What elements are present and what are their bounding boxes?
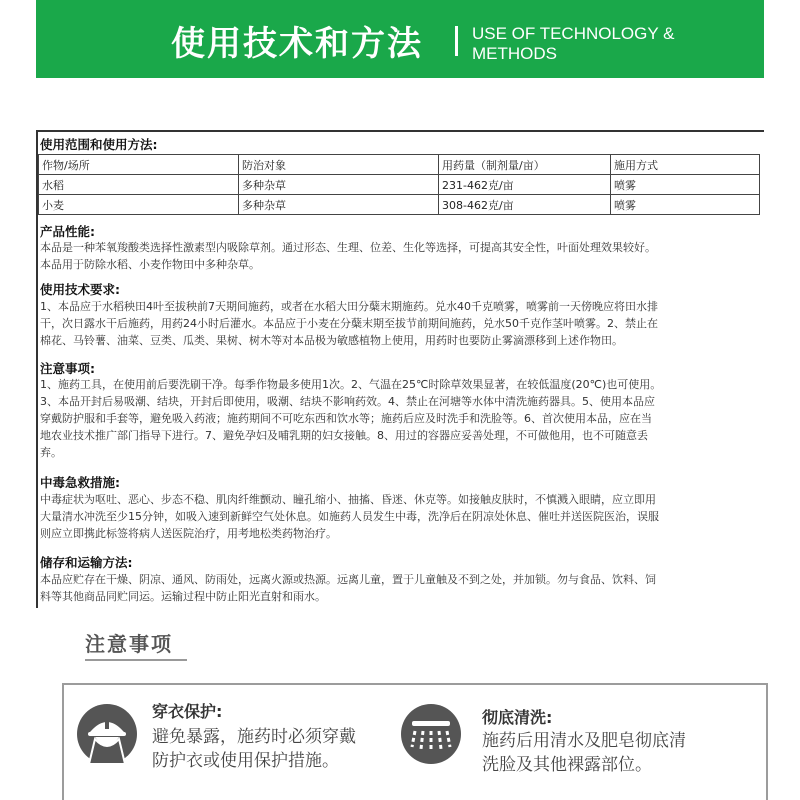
table-cell: 多种杂草	[239, 195, 439, 215]
performance-text	[40, 239, 760, 273]
first-aid-heading: 中毒急救措施:	[40, 475, 120, 490]
title-divider	[455, 26, 458, 56]
table-cell: 喷雾	[611, 195, 760, 215]
text-line: 避免暴露，施药时必须穿戴	[152, 727, 356, 747]
table-cell: 小麦	[39, 195, 239, 215]
text-line: 施药后用清水及肥皂彻底清	[482, 731, 686, 751]
subtitle-line-1: USE OF TECHNOLOGY &	[472, 24, 675, 43]
usage-table-header	[39, 155, 760, 175]
precautions-heading: 注意事项:	[40, 361, 95, 376]
text-line: 料等其他商品同贮同运。运输过程中防止阳光直射和雨水。	[40, 590, 326, 603]
notice-item-text	[152, 725, 356, 773]
text-line: 防护衣或使用保护措施。	[152, 751, 339, 771]
text-line: 大量清水冲洗至少15分钟，如吸入速到新鲜空气处休息。如施药人员发生中毒，洗净后在阴凉处休息、催吐并送医院医治，误服	[40, 510, 659, 523]
storage-text	[40, 571, 760, 605]
text-line: 穿戴防护服和手套等，避免吸入药液；施药期间不可吃东西和饮水等；施药后应及时洗手和洗脸等。6、首次使用本品，应在当	[40, 412, 652, 425]
first-aid-text	[40, 491, 760, 542]
column-header: 用药量（制剂量/亩）	[439, 155, 611, 175]
usage-table	[38, 154, 760, 215]
text-line: 1、本品应于水稻秧田4叶至拔秧前7天期间施药，或者在水稻大田分蘖末期施药。兑水40千克喷雾，喷雾前一天傍晚应将田水排	[40, 300, 658, 313]
table-cell: 308-462克/亩	[439, 195, 611, 215]
text-line: 3、本品开封后易吸潮、结块，开封后即使用，吸潮、结块不影响药效。4、禁止在河塘等水体中清洗施药器具。5、使用本品应	[40, 395, 655, 408]
performance-heading: 产品性能:	[40, 224, 95, 239]
notice-underline	[85, 659, 187, 661]
notice-item-text	[482, 729, 686, 777]
notice-item-title: 穿衣保护:	[152, 702, 223, 721]
text-line: 本品用于防除水稻、小麦作物田中多种杂草。	[40, 258, 260, 271]
table-row	[39, 175, 760, 195]
usage-heading: 使用范围和使用方法:	[40, 137, 158, 152]
text-line: 本品是一种苯氧羧酸类选择性激素型内吸除草剂。通过形态、生理、位差、生化等选择，可提高其安全性，叶面处理效果较好。	[40, 241, 656, 254]
notice-box	[62, 683, 768, 800]
worker-helmet-icon	[76, 703, 138, 765]
subtitle-line-2: METHODS	[472, 44, 557, 63]
shower-icon	[400, 703, 462, 765]
notice-title: 注意事项	[85, 632, 173, 656]
text-line: 中毒症状为呕吐、恶心、步态不稳、肌肉纤维颤动、瞳孔缩小、抽搐、昏迷、休克等。如接触皮肤时，不慎溅入眼睛，应立即用	[40, 493, 656, 506]
table-cell: 喷雾	[611, 175, 760, 195]
text-line: 洗脸及其他裸露部位。	[482, 755, 652, 775]
page-title: 使用技术和方法	[171, 24, 423, 64]
notice-item-title: 彻底清洗:	[482, 708, 553, 727]
text-line: 弃。	[40, 446, 62, 459]
requirements-text	[40, 298, 760, 349]
precautions-text	[40, 376, 760, 461]
text-line: 干，次日露水干后施药，用药24小时后灌水。本品应于小麦在分蘖末期至拔节前期间施药，兑水50千克作茎叶喷雾。2、禁止在	[40, 317, 658, 330]
table-cell: 多种杂草	[239, 175, 439, 195]
table-row	[39, 195, 760, 215]
text-line: 1、施药工具，在使用前后要洗刷干净。每季作物最多使用1次。2、气温在25℃时除草效果显著，在较低温度(20℃)也可使用。	[40, 378, 662, 391]
column-header: 施用方式	[611, 155, 760, 175]
storage-heading: 储存和运输方法:	[40, 555, 133, 570]
header-banner	[36, 0, 764, 78]
text-line: 地农业技术推广部门指导下进行。7、避免孕妇及哺乳期的妇女接触。8、用过的容器应妥善处理，不可做他用，也不可随意丢	[40, 429, 648, 442]
table-cell: 231-462克/亩	[439, 175, 611, 195]
column-header: 作物/场所	[39, 155, 239, 175]
text-line: 则应立即携此标签将病人送医院治疗，用考地松类药物治疗。	[40, 527, 337, 540]
table-cell: 水稻	[39, 175, 239, 195]
label-document	[36, 130, 764, 608]
text-line: 本品应贮存在干燥、阴凉、通风、防雨处，远离火源或热源。远离儿童，置于儿童触及不到之处，并加锁。勿与食品、饮料、饲	[40, 573, 656, 586]
column-header: 防治对象	[239, 155, 439, 175]
text-line: 棉花、马铃薯、油菜、豆类、瓜类、果树、树木等对本品极为敏感植物上使用，用药时也要防止雾滴漂移到上述作物田。	[40, 334, 623, 347]
page-subtitle	[472, 24, 674, 64]
requirements-heading: 使用技术要求:	[40, 282, 120, 297]
top-border	[36, 130, 764, 132]
